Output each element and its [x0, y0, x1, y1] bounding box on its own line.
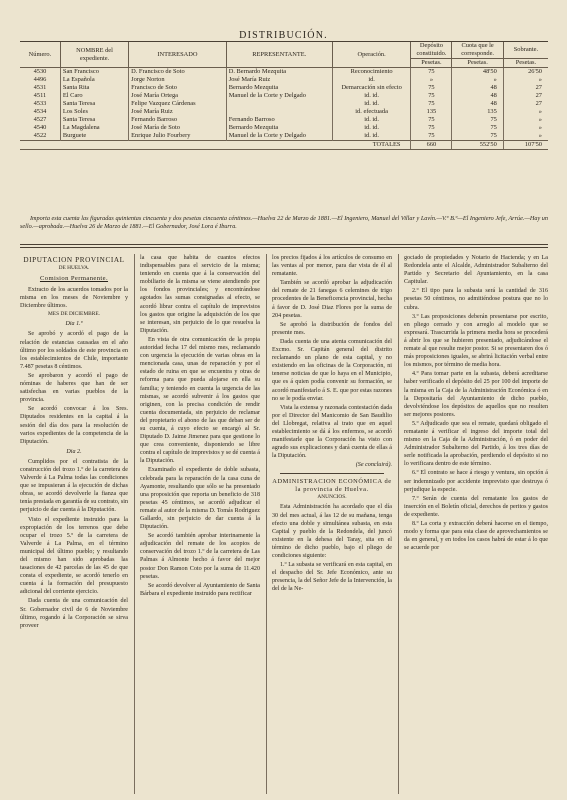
header-nombre: NOMBRE del expediente.	[60, 42, 128, 68]
column-1	[20, 254, 128, 796]
cell-operacion: id. efectuada	[332, 108, 411, 116]
cell-num: 4530	[20, 68, 60, 77]
paragraph: Dada cuenta de una atenta comunicación del Excmo. Sr. Capitán general del distrito reclamando un plano de esta capital, y no existiendo en las oficinas de la Corporación, ni tenerse noticias de que lo haya en el Municipio, que es á quien podía convenir su formación, se acordó manifestarlo á S. E. que por estas razones no se le podía enviar.	[272, 338, 392, 402]
cell-cuota: 48	[452, 84, 503, 92]
paragraph: Se aprobaron y acordó el pago de nóminas de haberes que han de ser satisfechas en varias pueblos de la provincia.	[20, 372, 128, 404]
total-deposito: 660	[411, 141, 452, 150]
cell-cuota: 48'50	[452, 68, 503, 77]
cell-deposito: 75	[411, 116, 452, 124]
table-body	[20, 68, 548, 141]
continuation-note: (Se concluirá).	[355, 462, 392, 469]
column-rule-2	[266, 254, 267, 794]
cell-sobrante: »	[538, 108, 542, 115]
cell-representante: José María Ruiz	[226, 76, 332, 84]
cell-deposito: 75	[411, 68, 452, 77]
cell-deposito: »	[411, 76, 452, 84]
cell-nombre: El Caro	[60, 92, 128, 100]
cell-cuota: 135	[452, 108, 503, 116]
paragraph: Esta Administración ha acordado que el día 30 del mes actual, á las 12 de su mañana, tenga efecto una doble y simultánea subasta, en esta Capital y pueblo de la Redondela, del juncó existente en la dehesa del Taray, sita en el término de dicho pueblo, bajo el pliego de condiciones siguiente:	[272, 504, 392, 559]
table-row	[20, 132, 548, 141]
cell-num: 4540	[20, 124, 60, 132]
header-representante: REPRESENTANTE.	[226, 42, 332, 68]
cell-interesado: José María de Soto	[129, 124, 227, 132]
cell-deposito: 75	[411, 92, 452, 100]
subheader-pesetas-1: Pesetas.	[411, 59, 452, 68]
header-operacion: Operación.	[332, 42, 411, 68]
paragraph: Se aprobó y acordó el pago de la relación de estancias causadas en el año último por los soldados de este provincia en los establecimientos de Chile, importante 7.487 pesetas 8 céntimos.	[20, 331, 128, 370]
table-row	[20, 84, 548, 92]
cell-num: 4533	[20, 100, 60, 108]
header-numero: Número.	[20, 42, 60, 68]
cell-num: 4527	[20, 116, 60, 124]
cell-operacion: id. id.	[332, 132, 411, 141]
diputacion-heading: DIPUTACION PROVINCIAL	[23, 256, 125, 264]
cell-operacion: id.	[332, 76, 411, 84]
section-rule-double	[20, 247, 548, 248]
cell-representante: Fernando Barroso	[226, 116, 332, 124]
administracion-heading: ADMINISTRACION ECONÓMICA de la provincia de Huelva.	[272, 478, 392, 494]
paragraph: Examinado el expediente de doble subasta, celebrada para la reparación de la casa cuna de Ayamonte, resultando que sólo se ha presentado una proposición que reporta un beneficio de 318 pesetas 45 céntimos, se acordó adjudicar el remate al autor de la misma D. Tomás Rodriguez Gallardo, sin perjuicio de dar cuenta á la Diputación.	[140, 467, 260, 531]
paragraph: En vista de otra comunicación de la propia autoridad fecha 17 del mismo mes, reclamando con urgencia la ejecución de varias obras en la mencionada casa, unas de reparación y por el estado de ruina en que se encuentra y otras de reforma para que pueda alojarse en ella su familia; y teniendo en cuenta la urgencia de las mismas, se acordó subvenir á los gastos que originen, con la precisa condición de rendir cuenta documentada, sin perjuicio de reclamar del propietario el abono de las que deban ser de su cuenta, á cuyo efecto se encargó al Sr. Diputado D. Jaime Jimenez para que gestione lo que crea conveniente, disponiendo se libre contra el capítulo de imprevistos y se dé cuenta á la Diputación.	[140, 336, 260, 465]
cell-nombre: San Francisco	[60, 68, 128, 77]
cell-operacion: Demarcación sin efecto	[332, 84, 411, 92]
day-2-heading: Dia 2.	[66, 448, 82, 455]
cell-num: 4531	[20, 84, 60, 92]
cell-deposito: 75	[411, 100, 452, 108]
cell-nombre: Los Soles	[60, 108, 128, 116]
header-interesado: INTERESADO	[129, 42, 227, 68]
cell-sobrante: »	[538, 132, 542, 139]
cell-interesado: José María Ruiz	[129, 108, 227, 116]
cell-representante	[226, 100, 332, 108]
table-row	[20, 68, 548, 77]
anuncios-heading: ANUNCIOS.	[317, 494, 347, 501]
table-row	[20, 76, 548, 84]
paragraph: Vista la extensa y razonada contestación dada por el Director del Manicomio de San Baudilio del Llobregat, relativa al trato que en aquel establecimiento se dá á los enfermos, se acordó manifestarle que la Corporación ha visto con agrado sus explicaciones y dará cuenta de ellas á la Diputación.	[272, 404, 392, 460]
cell-representante: Bernardo Mezquita	[226, 84, 332, 92]
paragraph: También se acordó aprobar la adjudicación del remate de 21 fanegas 6 celemines de trigo procedentes de la Beneficencia provincial, hecha á favor de D. José Diaz Flores por la suma de 204 pesetas.	[272, 280, 392, 319]
comision-heading: Comision Permanente.	[39, 275, 109, 282]
cell-cuota: 75	[452, 132, 503, 141]
paragraph: 1.º La subasta se verificará en esta capital, en el despacho del Sr. Jefe Económico, ante su presencia, la del Señor Jefe de la Intervención, la del de la Ne-	[272, 562, 392, 593]
cell-nombre: Burguete	[60, 132, 128, 141]
diputacion-subheading: DE HUELVA.	[58, 265, 90, 271]
cell-interesado: Felipe Vazquez Cárdenas	[129, 100, 227, 108]
cell-operacion: id. id.	[332, 116, 411, 124]
cell-deposito: 135	[411, 108, 452, 116]
cell-representante	[226, 108, 332, 116]
cell-deposito: 75	[411, 124, 452, 132]
cell-cuota: 75	[452, 124, 503, 132]
paragraph: Se aprobó la distribución de fondos del presente mes.	[272, 321, 392, 336]
total-cuota: 552'50	[452, 141, 503, 150]
cell-sobrante: 27	[535, 84, 542, 91]
table-row	[20, 92, 548, 100]
cell-representante: Bernardo Mezquita	[226, 124, 332, 132]
month-heading: MES DE DICIEMBRE.	[48, 311, 100, 318]
cell-operacion: id. id.	[332, 100, 411, 108]
cell-interesado: Fernando Barroso	[129, 116, 227, 124]
section-rule	[20, 244, 548, 245]
paragraph: 7.º Serán de cuenta del rematante los gastos de inserción en el Boletín oficial, derechos de peritos y gastos de expediente.	[404, 495, 548, 518]
cell-num: 4522	[20, 132, 60, 141]
cell-operacion: id. id.	[332, 92, 411, 100]
section-divider	[280, 473, 384, 474]
subheader-pesetas-3: Pesetas.	[503, 59, 548, 68]
cell-num: 4534	[20, 108, 60, 116]
cell-nombre: La Española	[60, 76, 128, 84]
cell-nombre: La Magdalena	[60, 124, 128, 132]
cell-sobrante: 27	[535, 92, 542, 99]
cell-sobrante: »	[538, 124, 542, 131]
cell-nombre: Santa Teresa	[60, 116, 128, 124]
paragraph: 6.º El contrato se hace á riesgo y ventura, sin opción á ser indemnizado por accidente imprevisto que destruya ó perjudique la especie.	[404, 470, 548, 493]
column-2	[140, 254, 260, 796]
table-row	[20, 116, 548, 124]
paragraph: 3.º Las proposiciones deberán presentarse por escrito, en pliego cerrado y con arreglo al modelo que se expresará. Trascurrida la primera media hora se procederá á abrir los que se hubieren presentado, adjudicándose el remate al que resulte mejor postor. Si se presentaren dos ó más proposiciones iguales, se abrirá licitación verbal entre los mismos, por término de media hora.	[404, 313, 548, 369]
day-1-heading: Dia 1.º	[65, 321, 83, 328]
cell-interesado: Francisco de Soto	[129, 84, 227, 92]
column-3	[272, 254, 392, 796]
paragraph: 2.º El tipo para la subasta será la cantidad de 316 pesetas 50 céntimos, no admitiéndose postura que no lo cubra.	[404, 288, 548, 311]
total-sobrante: 107'50	[503, 141, 548, 150]
cell-interesado: D. Francisco de Soto	[129, 68, 227, 77]
table-row	[20, 124, 548, 132]
paragraph: 4.º Para tomar parte en la subasta, deberá acreditarse haber verificado el depósito del 25 por 100 del importe de la misma en la Caja de la Administración Económica ó en la Depositaría del Ayuntamiento de dicho pueblo, devolviéndose los depósitos de aquellos que no resulten ser mejores postores.	[404, 371, 548, 418]
cell-sobrante: 26'50	[528, 68, 542, 75]
table-header-row	[20, 42, 548, 59]
paragraph: Se acordó también aprobar interinamente la adjudicación del remate de los acopios de conservación del trozo 1.º de la carretera de Las Palmas á Almonte hecho á favor del mejor postor Don Ramon Coto por la suma de 11.420 pesetas.	[140, 533, 260, 580]
subheader-pesetas-2: Pesetas.	[452, 59, 503, 68]
cell-deposito: 75	[411, 84, 452, 92]
cell-num: 4496	[20, 76, 60, 84]
cell-num: 4511	[20, 92, 60, 100]
paragraph: Dada cuenta de una comunicación del Sr. Gobernador civil de 6 de Noviembre último, rogando á la Corporación se sirva proveer	[20, 598, 128, 629]
cell-nombre: Santa Teresa	[60, 100, 128, 108]
paragraph: 8.º La corta y extracción deberá hacerse en el tiempo, modo y forma que para esta clase de aprovechamientos se da en general, y en todos los casos habrá de estar á lo que se acuerde por	[404, 521, 548, 552]
totals-row	[20, 141, 548, 150]
distribution-note: Importa esta cuenta las figuradas quinientas cincuenta y dos pesetas cincuenta céntimos.—Huelva 22 de Marzo de 1881.—El Ingeniero, Manuel del Villar y Lavín.—V.º B.º—El Ingeniero Jefe, Arrúe.—Hay un sello.—aprobada.—Huelva 26 de Marzo de 1881.—El Gobernador, José Lora é Iburra.	[20, 215, 548, 231]
paragraph: gociado de propiedades y Notario de Hacienda; y en La Redondela ante el Alcalde, Administrador Subalterno del Partido y Secretario del Ayuntamiento, en la casa Capitular.	[404, 255, 548, 286]
header-sobrante: Sobrante.	[503, 42, 548, 59]
cell-interesado: Enrique Julio Fourbery	[129, 132, 227, 141]
totals-label: TOTALES	[20, 141, 411, 150]
cell-cuota: 48	[452, 92, 503, 100]
cell-sobrante: 27	[535, 100, 542, 107]
cell-representante: Manuel de la Corte y Delgado	[226, 132, 332, 141]
paragraph: la casa que habita de cuantos efectos indispensables para el servicio de la misma; teniendo en cuenta que á la conservación del mobiliario de la misma se viene atendiendo por los fondos provinciales; y encontrándose agotados las sumas consignadas al efecto, se acordó librar contra el capítulo de imprevistos los gastos que origine la adquisición de los que se interesan, sin perjuicio de lo que resuelva la Diputación.	[140, 255, 260, 334]
paragraph: los precios fijados á los artículos de consumo en las ventas al por menor, para dar vista de él al rematante.	[272, 255, 392, 278]
cell-interesado: José María Ortega	[129, 92, 227, 100]
header-cuota: Cuota que le corresponde.	[452, 42, 503, 59]
cell-cuota: 75	[452, 116, 503, 124]
paragraph: Visto el expediente instruido para la expropiación de los terrenos que debe ocupar el trozo 5.º de la carretera de Valverde á La Palma, en el término municipal del último pueblo; y resultando del mismo han sido aprobadas las tasaciones de 42 parcelas de las 45 de que consta el expediente, se acordó tenerlo en cuenta á la formación del presupuesto adicional del corriente ejercicio.	[20, 516, 128, 596]
cell-cuota: »	[452, 76, 503, 84]
intro-paragraph: Extracto de los acuerdos tomados por la misma en los meses de Noviembre y Diciembre últimos.	[20, 287, 128, 310]
cell-deposito: 75	[411, 132, 452, 141]
distribution-table	[20, 42, 548, 150]
cell-operacion: Reconocimiento	[332, 68, 411, 77]
cell-sobrante: »	[538, 116, 542, 123]
cell-representante: D. Bernardo Mezquita	[226, 68, 332, 77]
paragraph: Cumplidos por el contratista de la construcción del trozo 1.º de la carretera de Valverde á La Palma todas las condiciones que se impusieran á la ejecución de dichas obras, se acordó devolverle la fianza que tenía prestada en garantía de su contrato, sin perjuicio de dar cuenta á la Diputación.	[20, 458, 128, 514]
distribution-title: DISTRIBUCIÓN.	[239, 30, 328, 41]
table-row	[20, 108, 548, 116]
cell-cuota: 48	[452, 100, 503, 108]
cell-representante: Manuel de la Corte y Delgado	[226, 92, 332, 100]
paragraph: Se acordó convocar á los Sres. Diputados residentes en la capital á la sesión del día dos para la resolución de varios expedientes de la competencia de la Diputación.	[20, 406, 128, 445]
column-4	[404, 254, 548, 796]
cell-operacion: id. id.	[332, 124, 411, 132]
paragraph: 5.º Adjudicado que sea el remate, quedará obligado el rematante á verificar el ingreso del importe total del mismo en la Caja de la Administración, ó en poder del Administrador Subalterno del Partido, á los tres días de serle notificada la aprobación, perdiendo el depósito si no lo verificara dentro de este término.	[404, 420, 548, 468]
column-rule-3	[398, 254, 399, 794]
table-row	[20, 100, 548, 108]
cell-interesado: Jorge Norton	[129, 76, 227, 84]
column-rule-1	[134, 254, 135, 794]
header-deposito: Depósito constituido.	[411, 42, 452, 59]
paragraph: Se acordó devolver al Ayuntamiento de Santa Bárbara el expediente instruido para rectificar	[140, 582, 260, 597]
cell-nombre: Santa Rita	[60, 84, 128, 92]
cell-sobrante: »	[538, 76, 542, 83]
